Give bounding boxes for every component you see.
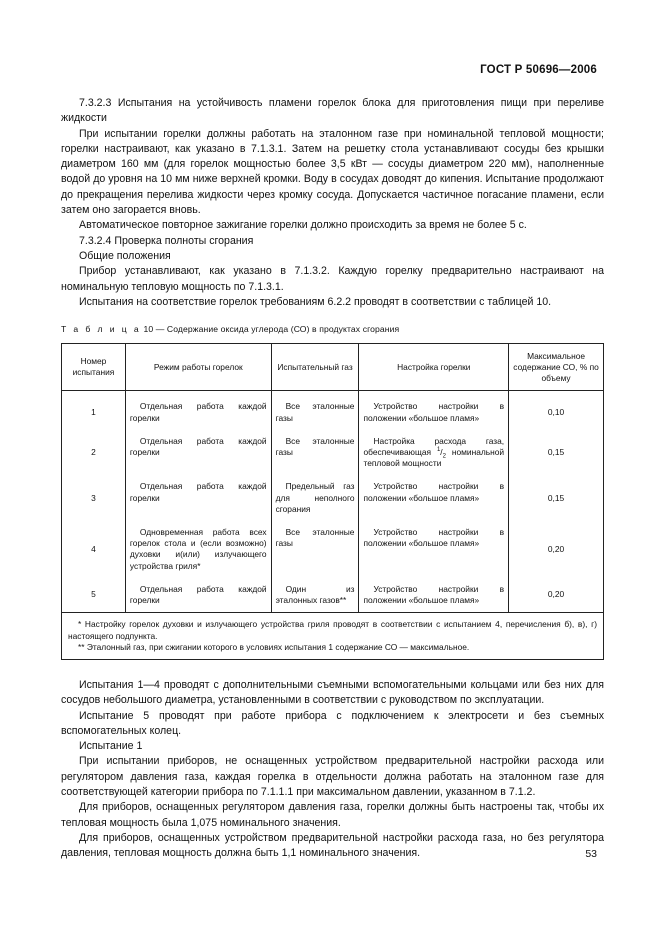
paragraph: При испытании горелки должны работать на эталонном газе при номинальной тепловой мощности; горелки настраивают, как указано в 7.1.3.1. Затем на решетку стола устанавливают сосуды без крышки диаметром 160 мм (для горелок мощностью более 3,5 кВт — сосуды диаметром 220 мм), наполненные водой до уровня на 10 мм ниже верхней кромки. Воду в сосудах доводят до кипения. Испытание продолжают до прекращения перелива жидкости через кромку сосуда. Допускается частичное погасание пламени, если затем оно загорается вновь. bbox=[61, 127, 604, 217]
table-note: ** Эталонный газ, при сжигании которого в условиях испытания 1 содержание СО — максимальное. bbox=[78, 641, 470, 652]
setting-text: номинальной тепловой мощности bbox=[363, 447, 505, 469]
cell-num: 2 bbox=[62, 430, 126, 476]
cell-co: 0,20 bbox=[509, 578, 604, 613]
table-header-row bbox=[62, 344, 604, 391]
cell-mode: Отдельная работа каждой горелки bbox=[125, 391, 271, 430]
header-setting: Настройка горелки bbox=[359, 344, 509, 391]
paragraph: Испытание 5 проводят при работе прибора с подключением к электросети и без съемных вспомогательных колец. bbox=[61, 709, 604, 737]
cell-setting: Устройство настройки в положении «большое пламя» bbox=[359, 521, 509, 578]
header-gas: Испытательный газ bbox=[271, 344, 359, 391]
paragraph: Для приборов, оснащенных регулятором давления газа, горелки должны быть настроены так, чтобы их тепловая мощность была 1,075 номинального значения. bbox=[61, 801, 604, 829]
table-notes-row bbox=[62, 613, 604, 660]
paragraph: Испытания 1—4 проводят с дополнительными съемными вспомогательными кольцами или без них для сосудов небольшого диаметра, установленными в соответствии с руководством по эксплуатации. bbox=[61, 678, 604, 707]
table-caption bbox=[61, 322, 604, 337]
table-caption-prefix: Т а б л и ц а bbox=[61, 324, 141, 335]
content-after-table bbox=[61, 678, 604, 862]
paragraph: Автоматическое повторное зажигание горелки должно происходить за время не более 5 с. bbox=[79, 219, 527, 232]
cell-setting: Устройство настройки в положении «большое пламя» bbox=[359, 391, 509, 430]
page-content bbox=[61, 96, 604, 861]
header-mode: Режим работы горелок bbox=[125, 344, 271, 391]
cell-gas: Все эталонные газы bbox=[271, 430, 359, 476]
cell-setting: Устройство настройки в положении «большое пламя» bbox=[359, 475, 509, 521]
cell-num: 1 bbox=[62, 391, 126, 430]
header-co: Максимальное содержание СО, % по объему bbox=[509, 344, 604, 391]
table-row bbox=[62, 475, 604, 521]
table-10 bbox=[61, 343, 604, 659]
table-row bbox=[62, 391, 604, 430]
cell-gas: Один из эталонных газов** bbox=[271, 578, 359, 613]
cell-mode: Одновременная работа всех горелок стола и (если возможно) духовки и(или) излучающего устройства гриля* bbox=[125, 521, 271, 578]
cell-gas: Все эталонные газы bbox=[271, 521, 359, 578]
section-7-3-2-4-title: 7.3.2.4 Проверка полноты сгорания bbox=[79, 234, 254, 247]
setting-text: Настройка расхода газа, обеспечивающая bbox=[363, 435, 505, 458]
paragraph: Для приборов, оснащенных устройством предварительной настройки расхода газа, но без регулятора давления, тепловая мощность должна быть 1,1 номинального значения. bbox=[61, 831, 604, 860]
fraction-numerator: 1 bbox=[436, 447, 441, 454]
paragraph: Прибор устанавливают, как указано в 7.1.3.2. Каждую горелку предварительно настраивают на номинальную тепловую мощность по 7.1.3.1. bbox=[61, 265, 604, 293]
cell-num: 5 bbox=[62, 578, 126, 613]
subheading-test-1: Испытание 1 bbox=[79, 740, 143, 753]
cell-setting: Настройка расхода газа, обеспечивающая $^1/_2$ номинальной тепловой мощности bbox=[359, 430, 509, 476]
cell-co: 0,10 bbox=[509, 391, 604, 430]
table-row bbox=[62, 578, 604, 613]
table-caption-text: 10 — Содержание оксида углерода (СО) в продуктах сгорания bbox=[141, 324, 400, 335]
table-row bbox=[62, 430, 604, 476]
cell-gas: Предельный газ для неполного сгорания bbox=[271, 475, 359, 521]
cell-gas: Все эталонные газы bbox=[271, 391, 359, 430]
paragraph: Испытания на соответствие горелок требованиям 6.2.2 проводят в соответствии с таблицей 10. bbox=[79, 295, 552, 308]
cell-co: 0,15 bbox=[509, 430, 604, 476]
table-note: * Настройку горелок духовки и излучающего устройства гриля проводят в соответствии с испытанием 4, перечисления б), в), г) настоящего подпункта. bbox=[68, 619, 597, 641]
cell-num: 4 bbox=[62, 521, 126, 578]
standard-header: ГОСТ Р 50696—2006 bbox=[480, 64, 597, 76]
cell-co: 0,15 bbox=[509, 475, 604, 521]
paragraph: При испытании приборов, не оснащенных устройством предварительной настройки расхода или регулятором давления газа, каждая горелка в отдельности должна работать на эталонном газе для соответствующей категории прибора по 7.1.1.1 при максимальном давлении, указанном в 7.1.2. bbox=[61, 755, 604, 798]
section-7-3-2-3-title: 7.3.2.3 Испытания на устойчивость пламени горелок блока для приготовления пищи при переливе жидкости bbox=[61, 97, 604, 125]
header-num: Номер испытания bbox=[62, 344, 126, 391]
cell-setting: Устройство настройки в положении «большое пламя» bbox=[359, 578, 509, 613]
table-row bbox=[62, 521, 604, 578]
fraction-denominator: 2 bbox=[442, 453, 446, 460]
cell-co: 0,20 bbox=[509, 521, 604, 578]
cell-mode: Отдельная работа каждой горелки bbox=[125, 475, 271, 521]
cell-mode: Отдельная работа каждой горелки bbox=[125, 430, 271, 476]
page-number: 53 bbox=[585, 848, 597, 860]
table-notes bbox=[62, 613, 604, 660]
cell-mode: Отдельная работа каждой горелки bbox=[125, 578, 271, 613]
cell-num: 3 bbox=[62, 475, 126, 521]
subheading-general: Общие положения bbox=[79, 249, 171, 262]
